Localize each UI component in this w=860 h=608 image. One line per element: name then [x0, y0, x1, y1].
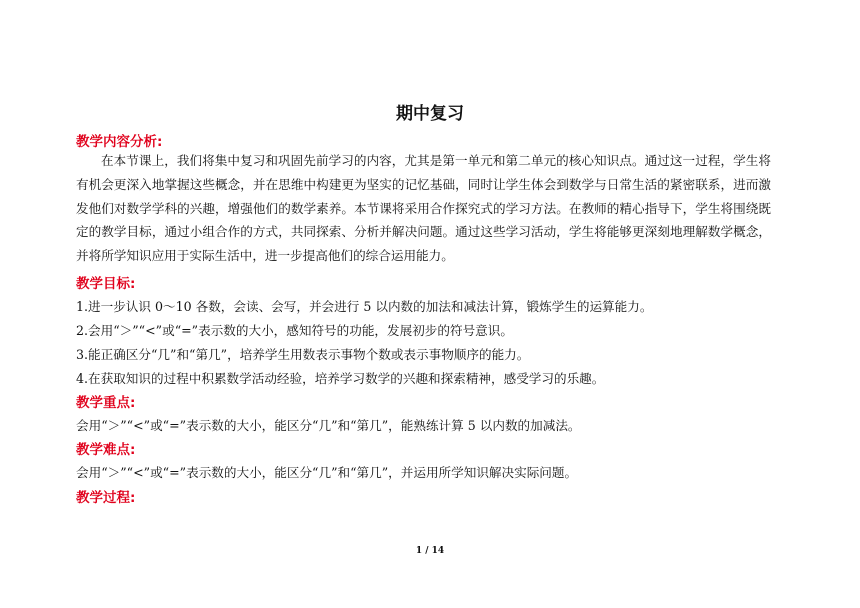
document-title: 期中复习	[396, 104, 464, 124]
objectives-heading: 教学目标:	[76, 276, 136, 292]
process-heading: 教学过程:	[76, 490, 136, 506]
difficulties-heading: 教学难点:	[76, 442, 136, 458]
objective-item-3: 3.能正确区分“几”和“第几”，培养学生用数表示事物个数或表示事物顺序的能力。	[76, 347, 530, 362]
key-points-heading: 教学重点:	[76, 395, 136, 411]
analysis-paragraph: 在本节课上，我们将集中复习和巩固先前学习的内容，尤其是第一单元和第二单元的核心知识点。通过这一过程，学生将有机会更深入地掌握这些概念，并在思维中构建更为坚实的记忆基础，同时让学生体会到数学与日常生活的紧密联系，进而激发他们对数学学科的兴趣，增强他们的数学素养。本节课将采用合作探究式的学习方法。在教师的精心指导下，学生将围绕既定的教学目标，通过小组合作的方式，共同探索、分析并解决问题。通过这些学习活动，学生将能够更深刻地理解数学概念，并将所学知识应用于实际生活中，进一步提高他们的综合运用能力。	[76, 153, 771, 264]
objective-item-1: 1.进一步认识 0～10 各数，会读、会写，并会进行 5 以内数的加法和减法计算，锻炼学生的运算能力。	[76, 299, 653, 314]
difficulties-text: 会用“＞”“<”或“=”表示数的大小，能区分“几”和“第几”，并运用所学知识解决实际问题。	[76, 465, 578, 480]
key-points-text: 会用“＞”“<”或“=”表示数的大小，能区分“几”和“第几”，能熟练计算 5 以内数的加减法。	[76, 418, 581, 433]
analysis-heading: 教学内容分析:	[76, 134, 163, 150]
objective-item-4: 4.在获取知识的过程中积累数学活动经验，培养学习数学的兴趣和探索精神，感受学习的乐趣。	[76, 371, 605, 386]
objective-item-2: 2.会用“＞”“<”或“=”表示数的大小，感知符号的功能，发展初步的符号意识。	[76, 323, 513, 338]
page-number: 1 / 14	[415, 546, 445, 556]
